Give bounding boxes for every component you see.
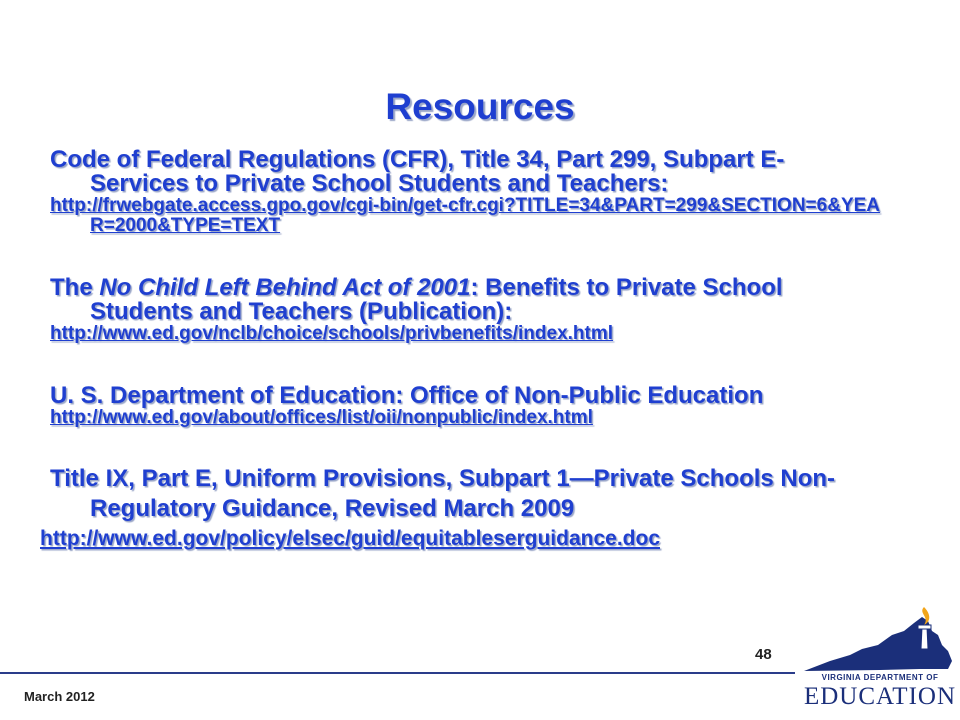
resource-nclb-link[interactable]: http://www.ed.gov/nclb/choice/schools/privbenefits/index.html <box>50 323 614 344</box>
resource-cfr <box>50 148 880 236</box>
resource-nclb-text: : Benefits to Private School Students and Teachers (Publication): <box>90 274 783 325</box>
resource-title-ix-text: Title IX, Part E, Uniform Provisions, Subpart 1—Private Schools Non-Regulatory Guidance, Revised March 2009 <box>50 465 836 522</box>
virginia-state-map-icon <box>800 605 960 675</box>
page-number: 48 <box>755 646 772 663</box>
resource-cfr-link[interactable]: http://frwebgate.access.gpo.gov/cgi-bin/get-cfr.cgi?TITLE=34&PART=299&SECTION=6&YEAR=2000&TYPE=TEXT <box>50 195 881 236</box>
footer-divider <box>0 672 795 674</box>
resource-onpe-link[interactable]: http://www.ed.gov/about/offices/list/oii/nonpublic/index.html <box>50 407 593 428</box>
resource-onpe <box>50 384 880 428</box>
resource-nclb <box>50 276 880 344</box>
resource-nclb-act-name: No Child Left Behind Act of 2001 <box>99 274 471 301</box>
vdoe-logo <box>800 605 960 720</box>
resource-list <box>40 146 881 552</box>
resource-title-ix-link[interactable]: http://www.ed.gov/policy/elsec/guid/equitableserguidance.doc <box>40 527 660 550</box>
slide-title: Resources <box>385 86 575 127</box>
resource-cfr-text: Code of Federal Regulations (CFR), Title 34, Part 299, Subpart E- Services to Private School Students and Teachers: <box>50 146 785 197</box>
resource-title-ix <box>40 464 880 552</box>
logo-line-2: EDUCATION <box>803 683 957 710</box>
footer-date: March 2012 <box>24 689 95 704</box>
logo-line-1: VIRGINIA DEPARTMENT OF <box>821 673 939 682</box>
resource-onpe-text: U. S. Department of Education: Office of Non-Public Education <box>50 382 764 409</box>
resource-nclb-prefix: The <box>50 274 100 301</box>
